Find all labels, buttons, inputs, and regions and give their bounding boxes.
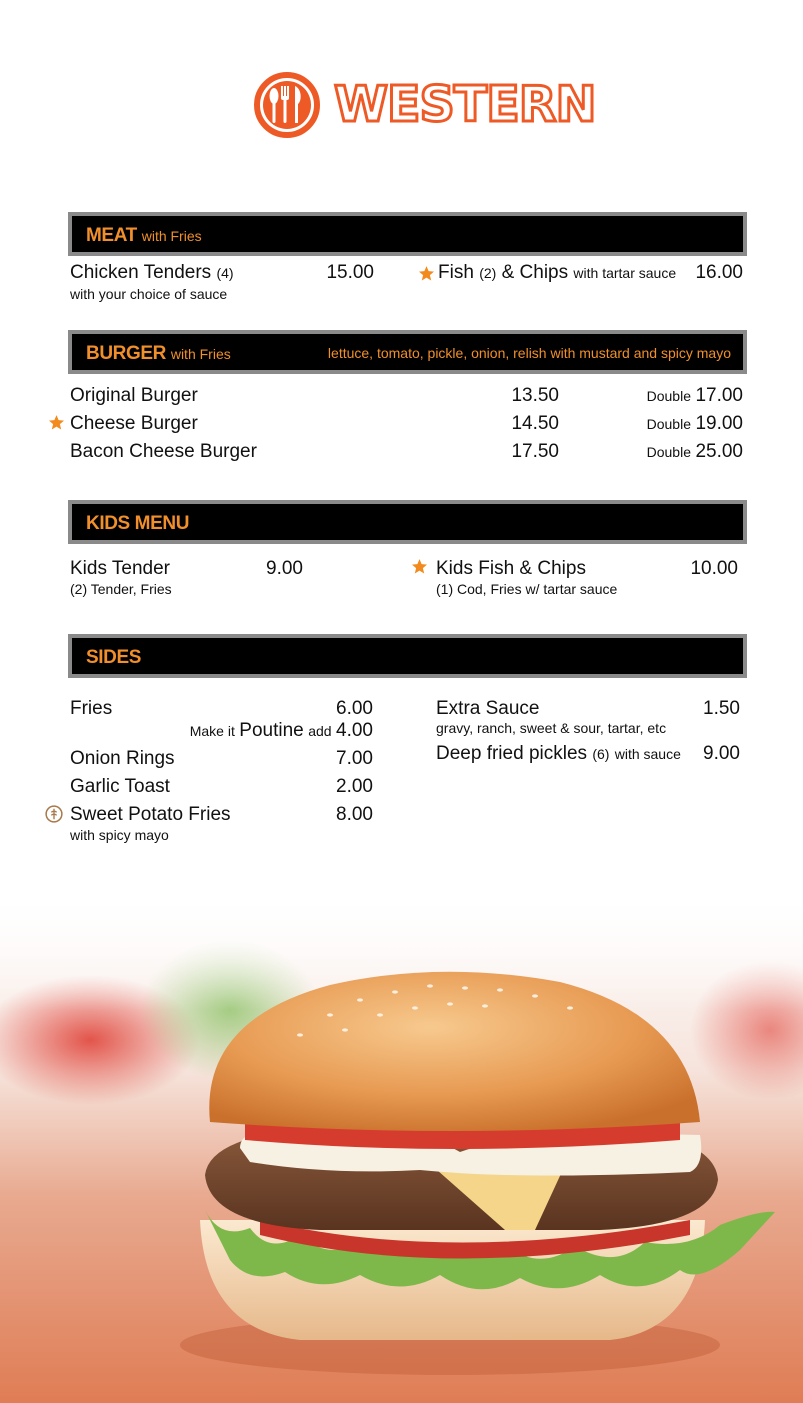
double-price: 25.00 xyxy=(695,441,743,462)
star-icon xyxy=(48,414,65,431)
item-name: Chicken Tenders xyxy=(70,262,212,283)
item-double xyxy=(600,385,743,407)
item-price: 6.00 xyxy=(336,698,373,719)
item-price: 1.50 xyxy=(703,698,740,719)
star-icon xyxy=(411,558,428,575)
burger-photo xyxy=(0,890,803,1403)
double-label: Double xyxy=(646,388,691,404)
section-title: BURGER xyxy=(86,343,166,364)
item-price: 13.50 xyxy=(511,385,559,406)
item-price: 9.00 xyxy=(266,558,303,579)
section-title: MEAT xyxy=(86,225,137,246)
item-price: 7.00 xyxy=(336,748,373,769)
item-price: 4.00 xyxy=(336,720,373,741)
item-name: Poutine xyxy=(239,720,304,741)
section-header-kids xyxy=(68,500,747,544)
menu-item-cheese-burger: Cheese Burger xyxy=(70,413,198,434)
item-qty: (6) xyxy=(592,746,610,762)
menu-item-bacon-cheese-burger: Bacon Cheese Burger xyxy=(70,441,257,462)
double-label: Double xyxy=(646,444,691,460)
section-title: KIDS MENU xyxy=(86,513,190,534)
item-desc: (2) Tender, Fries xyxy=(70,581,172,597)
double-price: 19.00 xyxy=(695,413,743,434)
menu-item-poutine xyxy=(140,720,373,742)
menu-item-sweet-potato-fries: Sweet Potato Fries xyxy=(70,804,231,825)
item-qty: (4) xyxy=(216,265,234,281)
item-price: 14.50 xyxy=(511,413,559,434)
item-double xyxy=(600,441,743,463)
page-title: WESTERN xyxy=(334,76,596,133)
item-price: 9.00 xyxy=(703,743,740,764)
item-price: 8.00 xyxy=(336,804,373,825)
item-qty: (2) xyxy=(479,265,497,281)
item-price: 16.00 xyxy=(695,262,743,283)
section-note: lettuce, tomato, pickle, onion, relish with mustard and spicy mayo xyxy=(327,345,731,361)
item-price: 10.00 xyxy=(690,558,738,579)
menu-item-fries: Fries xyxy=(70,698,113,719)
menu-item-extra-sauce: Extra Sauce xyxy=(436,698,540,719)
item-desc: with spicy mayo xyxy=(70,827,169,843)
item-name-cont: & Chips xyxy=(501,262,569,283)
double-price: 17.00 xyxy=(695,385,743,406)
double-label: Double xyxy=(646,416,691,432)
item-note: with sauce xyxy=(614,746,681,762)
menu-item-kids-fish-chips: Kids Fish & Chips xyxy=(436,558,586,579)
item-note: with tartar sauce xyxy=(573,265,677,281)
menu-item-kids-tender: Kids Tender xyxy=(70,558,170,579)
section-title: SIDES xyxy=(86,647,142,668)
section-header-sides xyxy=(68,634,747,678)
section-subtitle: with Fries xyxy=(170,346,231,362)
section-subtitle: with Fries xyxy=(141,228,202,244)
item-desc: with your choice of sauce xyxy=(70,286,228,302)
item-name: Fish xyxy=(438,262,474,283)
section-header-burger xyxy=(68,330,747,374)
item-desc: gravy, ranch, sweet & sour, tartar, etc xyxy=(436,720,667,736)
item-double xyxy=(600,413,743,435)
section-header-meat xyxy=(68,212,747,256)
poutine-pre: Make it xyxy=(189,723,235,739)
item-desc: (1) Cod, Fries w/ tartar sauce xyxy=(436,581,618,597)
menu-item-onion-rings: Onion Rings xyxy=(70,748,175,769)
item-price: 15.00 xyxy=(326,262,374,283)
item-price: 2.00 xyxy=(336,776,373,797)
menu-item-original-burger: Original Burger xyxy=(70,385,198,406)
menu-item-deep-fried-pickles xyxy=(436,743,681,765)
menu-item-chicken-tenders xyxy=(70,262,234,284)
fork-spoon-knife-icon xyxy=(253,71,321,139)
poutine-post: add xyxy=(308,723,332,739)
menu-item-garlic-toast: Garlic Toast xyxy=(70,776,170,797)
star-icon xyxy=(418,265,435,282)
item-name: Deep fried pickles xyxy=(436,743,588,764)
menu-item-fish-chips xyxy=(438,262,676,284)
wheat-icon xyxy=(45,805,63,823)
item-price: 17.50 xyxy=(511,441,559,462)
